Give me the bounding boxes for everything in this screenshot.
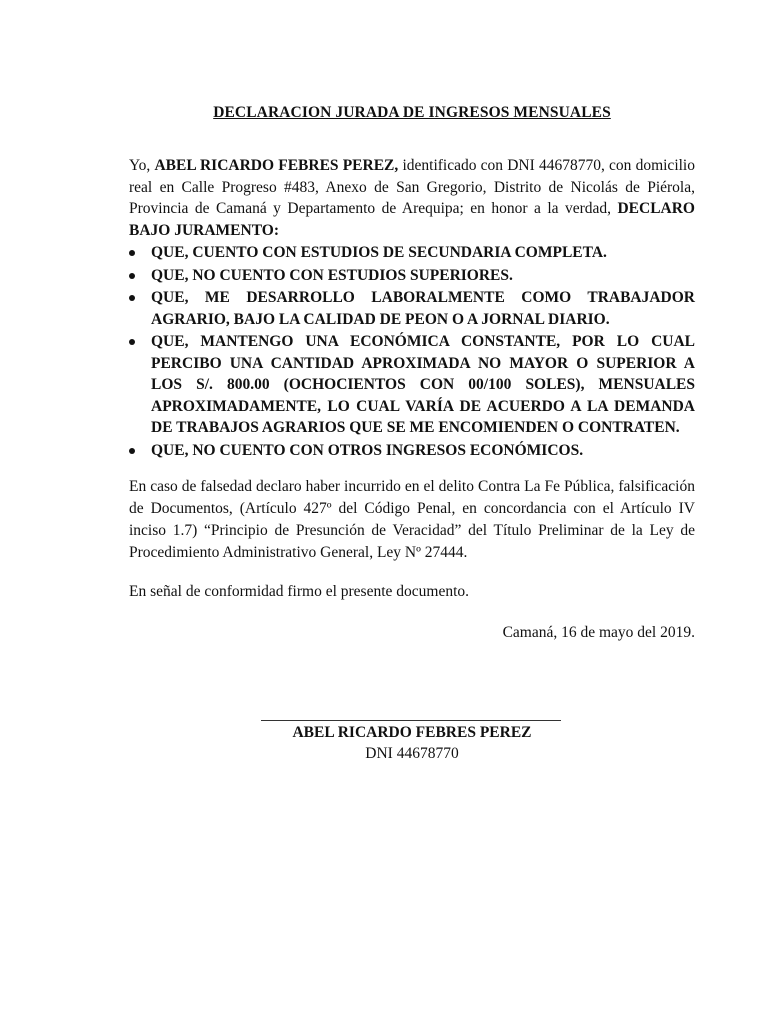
place-and-date: Camaná, 16 de mayo del 2019.: [502, 624, 695, 641]
list-item-text: QUE, CUENTO CON ESTUDIOS DE SECUNDARIA COMPLETA.: [151, 244, 607, 261]
list-item: [129, 265, 695, 287]
signatory-name: ABEL RICARDO FEBRES PEREZ: [292, 724, 532, 741]
bullet-icon: [129, 273, 135, 279]
intro-paragraph: [129, 155, 695, 241]
sworn-declaration-label: DECLARO BAJO JURAMENTO:: [129, 200, 695, 239]
list-item-text: QUE, MANTENGO UNA ECONÓMICA CONSTANTE, POR LO CUAL PERCIBO UNA CANTIDAD APROXIMADA NO MAYOR O SUPERIOR A LOS S/. 800.00 (OCHOCIENTOS CON 00/100 SOLES), MENSUALES APROXIMADAMENTE, LO CUAL VARÍA DE ACUERDO A LA DEMANDA DE TRABAJOS AGRARIOS QUE SE ME ENCOMIENDEN O CONTRATEN.: [151, 333, 695, 436]
list-item: [129, 440, 695, 462]
list-item: [129, 331, 695, 439]
intro-prefix: Yo,: [129, 157, 155, 174]
signature-line: [261, 720, 561, 721]
list-item-text: QUE, NO CUENTO CON ESTUDIOS SUPERIORES.: [151, 266, 513, 284]
bullet-icon: [129, 295, 135, 301]
legal-closing-paragraph: En caso de falsedad declaro haber incurrido en el delito Contra La Fe Pública, falsificación de Documentos, (Artículo 427º del Código Penal, en concordancia con el Artículo IV inciso 1.7) “Principio de Presunción de Veracidad” del Título Preliminar de la Ley de Procedimiento Administrativo General, Ley Nº 27444.: [129, 478, 695, 561]
list-item-text: QUE, ME DESARROLLO LABORALMENTE COMO TRABAJADOR AGRARIO, BAJO LA CALIDAD DE PEON O A JORNAL DIARIO.: [151, 289, 695, 328]
declaration-list: [129, 242, 695, 462]
signatory-dni: DNI 44678770: [365, 745, 459, 762]
declarant-name: ABEL RICARDO FEBRES PEREZ,: [154, 157, 399, 174]
document-title: DECLARACION JURADA DE INGRESOS MENSUALES: [213, 104, 611, 121]
bullet-icon: [129, 339, 135, 345]
intro-body: identificado con DNI 44678770, con domicilio real en Calle Progreso #483, Anexo de San Gregorio, Distrito de Nicolás de Piérola, Provincia de Camaná y Departamento de Arequipa; en honor a la verdad,: [129, 157, 695, 217]
bullet-icon: [129, 250, 135, 256]
bullet-icon: [129, 448, 135, 454]
list-item-text: QUE, NO CUENTO CON OTROS INGRESOS ECONÓMICOS.: [151, 441, 584, 459]
conformity-statement: En señal de conformidad firmo el presente documento.: [129, 583, 470, 600]
list-item: [129, 242, 695, 264]
list-item: [129, 287, 695, 330]
